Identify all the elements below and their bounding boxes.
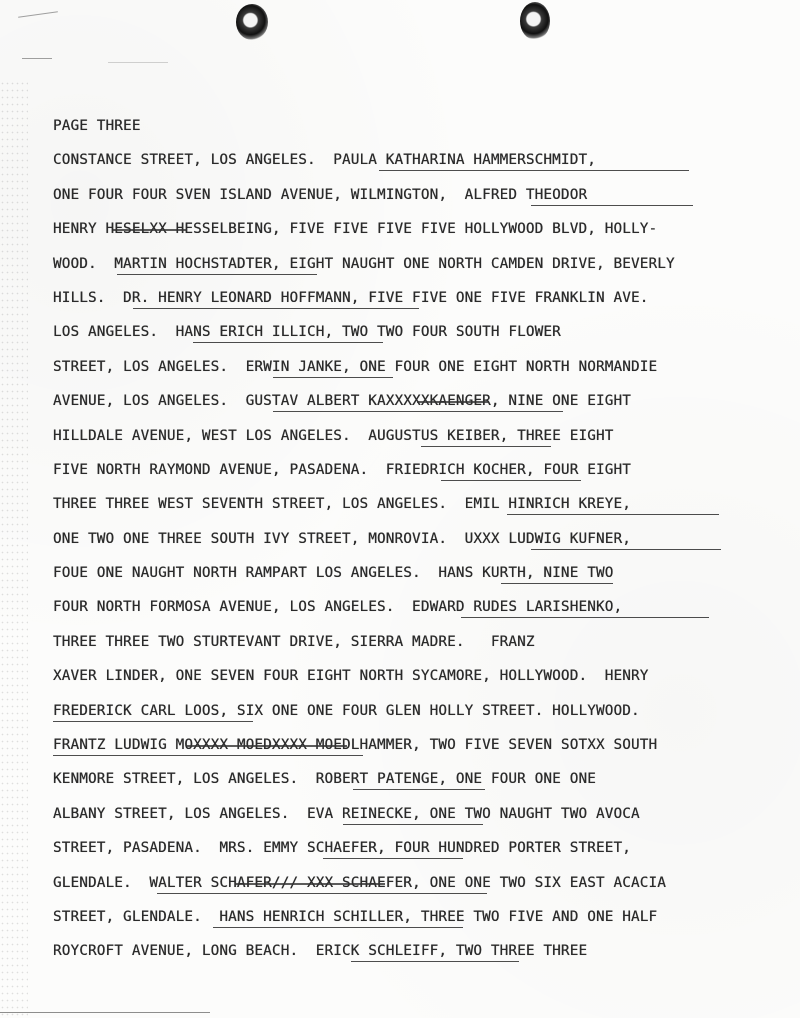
- text-line: FRANTZ LUDWIG MOXXXX MOEDXXXX MOEDLHAMMER, TWO FIVE SEVEN SOTXX SOUTH: [53, 737, 658, 753]
- punch-hole-left: [236, 4, 268, 40]
- page-heading: PAGE THREE: [53, 118, 141, 134]
- scan-noise: [0, 80, 28, 1018]
- punch-hole-right: [520, 2, 550, 40]
- strikeout-mark: [417, 401, 489, 403]
- text-line: ALBANY STREET, LOS ANGELES. EVA REINECKE, ONE TWO NAUGHT TWO AVOCA: [53, 806, 640, 822]
- name-underline: [461, 617, 709, 618]
- name-underline: [213, 927, 463, 928]
- name-underline: [379, 170, 689, 171]
- scan-mark: [18, 11, 58, 18]
- scan-mark: [108, 62, 168, 63]
- text-line: STREET, PASADENA. MRS. EMMY SCHAEFER, FOUR HUNDRED PORTER STREET,: [53, 840, 631, 856]
- text-line: STREET, GLENDALE. HANS HENRICH SCHILLER, THREE TWO FIVE AND ONE HALF: [53, 909, 658, 925]
- name-underline: [353, 789, 485, 790]
- text-line: FOUE ONE NAUGHT NORTH RAMPART LOS ANGELES. HANS KURTH, NINE TWO: [53, 565, 614, 581]
- text-line: GLENDALE. WALTER SCHAFER/// XXX SCHAEFER, ONE ONE TWO SIX EAST ACACIA: [53, 875, 667, 891]
- text-line: ONE TWO ONE THREE SOUTH IVY STREET, MONROVIA. UXXX LUDWIG KUFNER,: [53, 531, 631, 547]
- text-line: AVENUE, LOS ANGELES. GUSTAV ALBERT KAXXXXXKAENGER, NINE ONE EIGHT: [53, 393, 631, 409]
- name-underline: [421, 446, 551, 447]
- name-underline: [273, 411, 563, 412]
- text-line: STREET, LOS ANGELES. ERWIN JANKE, ONE FOUR ONE EIGHT NORTH NORMANDIE: [53, 359, 658, 375]
- text-line: CONSTANCE STREET, LOS ANGELES. PAULA KATHARINA HAMMERSCHMIDT,: [53, 152, 596, 168]
- strikeout-mark: [235, 883, 385, 885]
- name-underline: [343, 824, 483, 825]
- text-line: HILLDALE AVENUE, WEST LOS ANGELES. AUGUSTUS KEIBER, THREE EIGHT: [53, 428, 614, 444]
- name-underline: [157, 893, 487, 894]
- name-underline: [53, 721, 253, 722]
- text-line: THREE THREE TWO STURTEVANT DRIVE, SIERRA MADRE. FRANZ: [53, 634, 535, 650]
- text-line: HENRY HESELXX HESSELBEING, FIVE FIVE FIVE FIVE HOLLYWOOD BLVD, HOLLY-: [53, 221, 658, 237]
- name-underline: [117, 274, 317, 275]
- text-line: WOOD. MARTIN HOCHSTADTER, EIGHT NAUGHT ONE NORTH CAMDEN DRIVE, BEVERLY: [53, 256, 675, 272]
- name-underline: [323, 858, 463, 859]
- name-underline: [273, 377, 393, 378]
- text-line: ROYCROFT AVENUE, LONG BEACH. ERICK SCHLEIFF, TWO THREE THREE: [53, 943, 588, 959]
- text-line: XAVER LINDER, ONE SEVEN FOUR EIGHT NORTH SYCAMORE, HOLLYWOOD. HENRY: [53, 668, 649, 684]
- text-line: LOS ANGELES. HANS ERICH ILLICH, TWO TWO FOUR SOUTH FLOWER: [53, 324, 561, 340]
- text-line: FIVE NORTH RAYMOND AVENUE, PASADENA. FRIEDRICH KOCHER, FOUR EIGHT: [53, 462, 631, 478]
- name-underline: [351, 961, 519, 962]
- text-line: FOUR NORTH FORMOSA AVENUE, LOS ANGELES. EDWARD RUDES LARISHENKO,: [53, 599, 623, 615]
- bottom-edge-mark: [0, 1012, 210, 1013]
- name-underline: [501, 583, 613, 584]
- text-line: ONE FOUR FOUR SVEN ISLAND AVENUE, WILMINGTON, ALFRED THEODOR: [53, 187, 588, 203]
- name-underline: [53, 755, 363, 756]
- text-line: KENMORE STREET, LOS ANGELES. ROBERT PATENGE, ONE FOUR ONE ONE: [53, 771, 596, 787]
- text-line: HILLS. DR. HENRY LEONARD HOFFMANN, FIVE FIVE ONE FIVE FRANKLIN AVE.: [53, 290, 649, 306]
- name-underline: [531, 205, 693, 206]
- name-underline: [441, 480, 581, 481]
- name-underline: [531, 549, 721, 550]
- text-line: FREDERICK CARL LOOS, SIX ONE ONE FOUR GLEN HOLLY STREET. HOLLYWOOD.: [53, 703, 640, 719]
- name-underline: [193, 342, 383, 343]
- scan-mark: [22, 58, 52, 59]
- name-underline: [507, 514, 719, 515]
- name-underline: [133, 308, 419, 309]
- strikeout-mark: [187, 745, 347, 747]
- text-line: THREE THREE WEST SEVENTH STREET, LOS ANGELES. EMIL HINRICH KREYE,: [53, 496, 631, 512]
- strikeout-mark: [113, 229, 187, 231]
